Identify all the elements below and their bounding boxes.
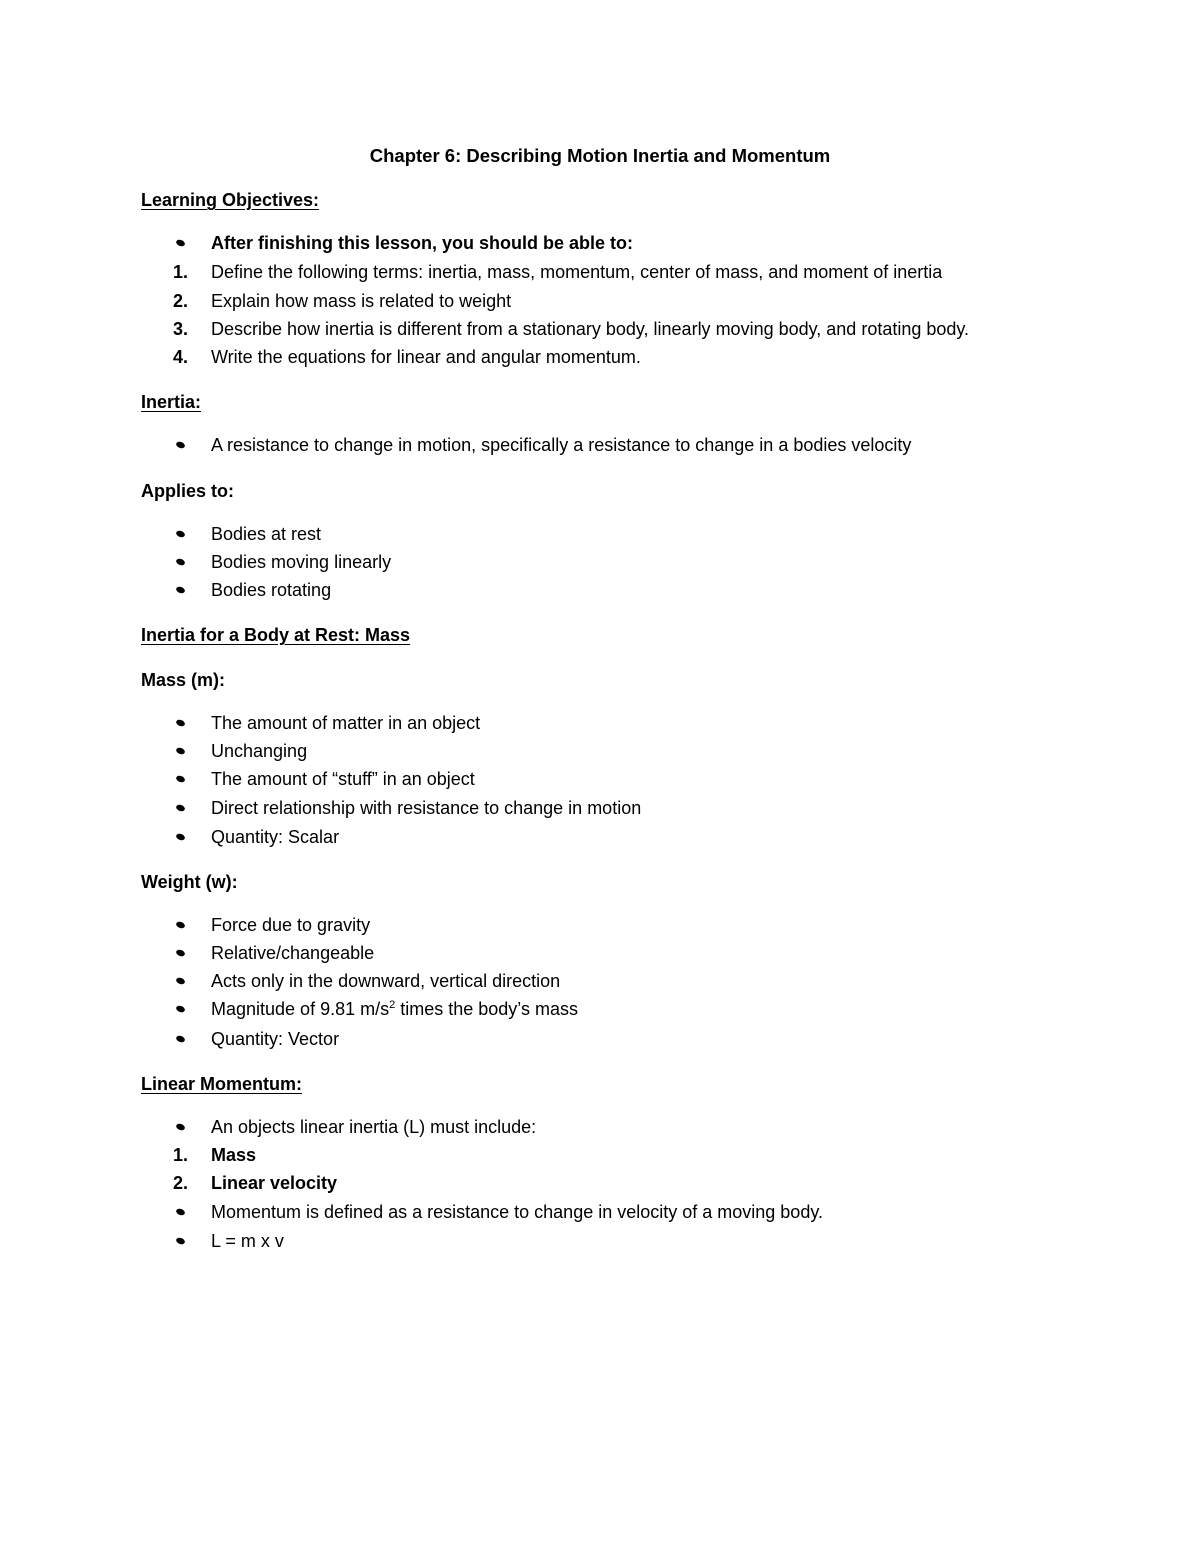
bullet-icon bbox=[175, 441, 186, 450]
bullet-icon bbox=[175, 530, 186, 539]
bullet-icon bbox=[175, 977, 186, 986]
inertia-heading bbox=[141, 391, 1200, 413]
list-item-text: Quantity: Vector bbox=[211, 1029, 340, 1049]
list-item-text: A resistance to change in motion, specifically a resistance to change in a bodies velocity bbox=[211, 435, 912, 455]
heading-text: Inertia for a Body at Rest: Mass bbox=[141, 625, 411, 645]
learning-objectives-heading bbox=[141, 189, 1200, 211]
list-item-text: Quantity: Scalar bbox=[211, 827, 340, 847]
list-item-text: The amount of matter in an object bbox=[211, 713, 481, 733]
list-item-text: Write the equations for linear and angular momentum. bbox=[211, 347, 641, 367]
list-item-text: Define the following terms: inertia, mass, momentum, center of mass, and moment of inertia bbox=[211, 262, 943, 282]
magnitude-text: Magnitude of 9.81 m/s bbox=[211, 999, 390, 1019]
bullet-icon bbox=[175, 1123, 186, 1132]
list-item-text: The amount of “stuff” in an object bbox=[211, 769, 475, 789]
superscript-exponent: 2 bbox=[389, 999, 396, 1011]
list-number: 4. bbox=[173, 347, 189, 367]
list-item-text: Momentum is defined as a resistance to change in velocity of a moving body. bbox=[211, 1202, 823, 1222]
list-number: 2. bbox=[173, 1173, 189, 1193]
list-item-text: Bodies rotating bbox=[211, 580, 332, 600]
bullet-icon bbox=[175, 949, 186, 958]
list-item-text: Linear velocity bbox=[211, 1173, 338, 1193]
list-item-text: Bodies moving linearly bbox=[211, 552, 392, 572]
applies-to-heading bbox=[141, 480, 1200, 502]
list-number: 1. bbox=[173, 1145, 189, 1165]
bullet-icon bbox=[175, 775, 186, 784]
list-item-text: Relative/changeable bbox=[211, 943, 375, 963]
list-item-text: Explain how mass is related to weight bbox=[211, 291, 512, 311]
bullet-icon bbox=[175, 747, 186, 756]
heading-text: Applies to: bbox=[141, 481, 234, 501]
list-number: 2. bbox=[173, 291, 189, 311]
list-item-text bbox=[211, 998, 578, 1020]
bullet-icon bbox=[175, 719, 186, 728]
list-number: 3. bbox=[173, 319, 189, 339]
list-item-text: Bodies at rest bbox=[211, 524, 322, 544]
list-item-text: Unchanging bbox=[211, 741, 308, 761]
bullet-icon bbox=[175, 833, 186, 842]
list-item-text: Direct relationship with resistance to change in motion bbox=[211, 798, 642, 818]
heading-text: Mass (m): bbox=[141, 670, 226, 690]
magnitude-text-end: times the body’s mass bbox=[395, 999, 578, 1019]
list-item-text: Acts only in the downward, vertical direction bbox=[211, 971, 561, 991]
bullet-icon bbox=[175, 1208, 186, 1217]
linear-momentum-heading bbox=[141, 1073, 1200, 1095]
mass-heading bbox=[141, 669, 1200, 691]
bullet-icon bbox=[175, 586, 186, 595]
bullet-icon bbox=[175, 1005, 186, 1014]
inertia-rest-heading bbox=[141, 624, 1200, 646]
bullet-icon bbox=[175, 1035, 186, 1044]
heading-text: Inertia: bbox=[141, 392, 202, 412]
page-title: Chapter 6: Describing Motion Inertia and Momentum bbox=[369, 145, 831, 166]
momentum-equation: L = m x v bbox=[211, 1231, 284, 1251]
list-item-text: Describe how inertia is different from a stationary body, linearly moving body, and rotating body. bbox=[211, 319, 970, 339]
objectives-intro: After finishing this lesson, you should be able to: bbox=[211, 233, 634, 253]
list-item-text: Force due to gravity bbox=[211, 915, 371, 935]
weight-heading bbox=[141, 871, 1200, 893]
list-item-text: An objects linear inertia (L) must include: bbox=[211, 1117, 537, 1137]
heading-text: Linear Momentum: bbox=[141, 1074, 303, 1094]
heading-text: Learning Objectives: bbox=[141, 190, 320, 210]
bullet-icon bbox=[175, 239, 186, 248]
list-item-text: Mass bbox=[211, 1145, 257, 1165]
bullet-icon bbox=[175, 921, 186, 930]
bullet-icon bbox=[175, 804, 186, 813]
bullet-icon bbox=[175, 1237, 186, 1246]
list-number: 1. bbox=[173, 262, 189, 282]
bullet-icon bbox=[175, 558, 186, 567]
heading-text: Weight (w): bbox=[141, 872, 238, 892]
